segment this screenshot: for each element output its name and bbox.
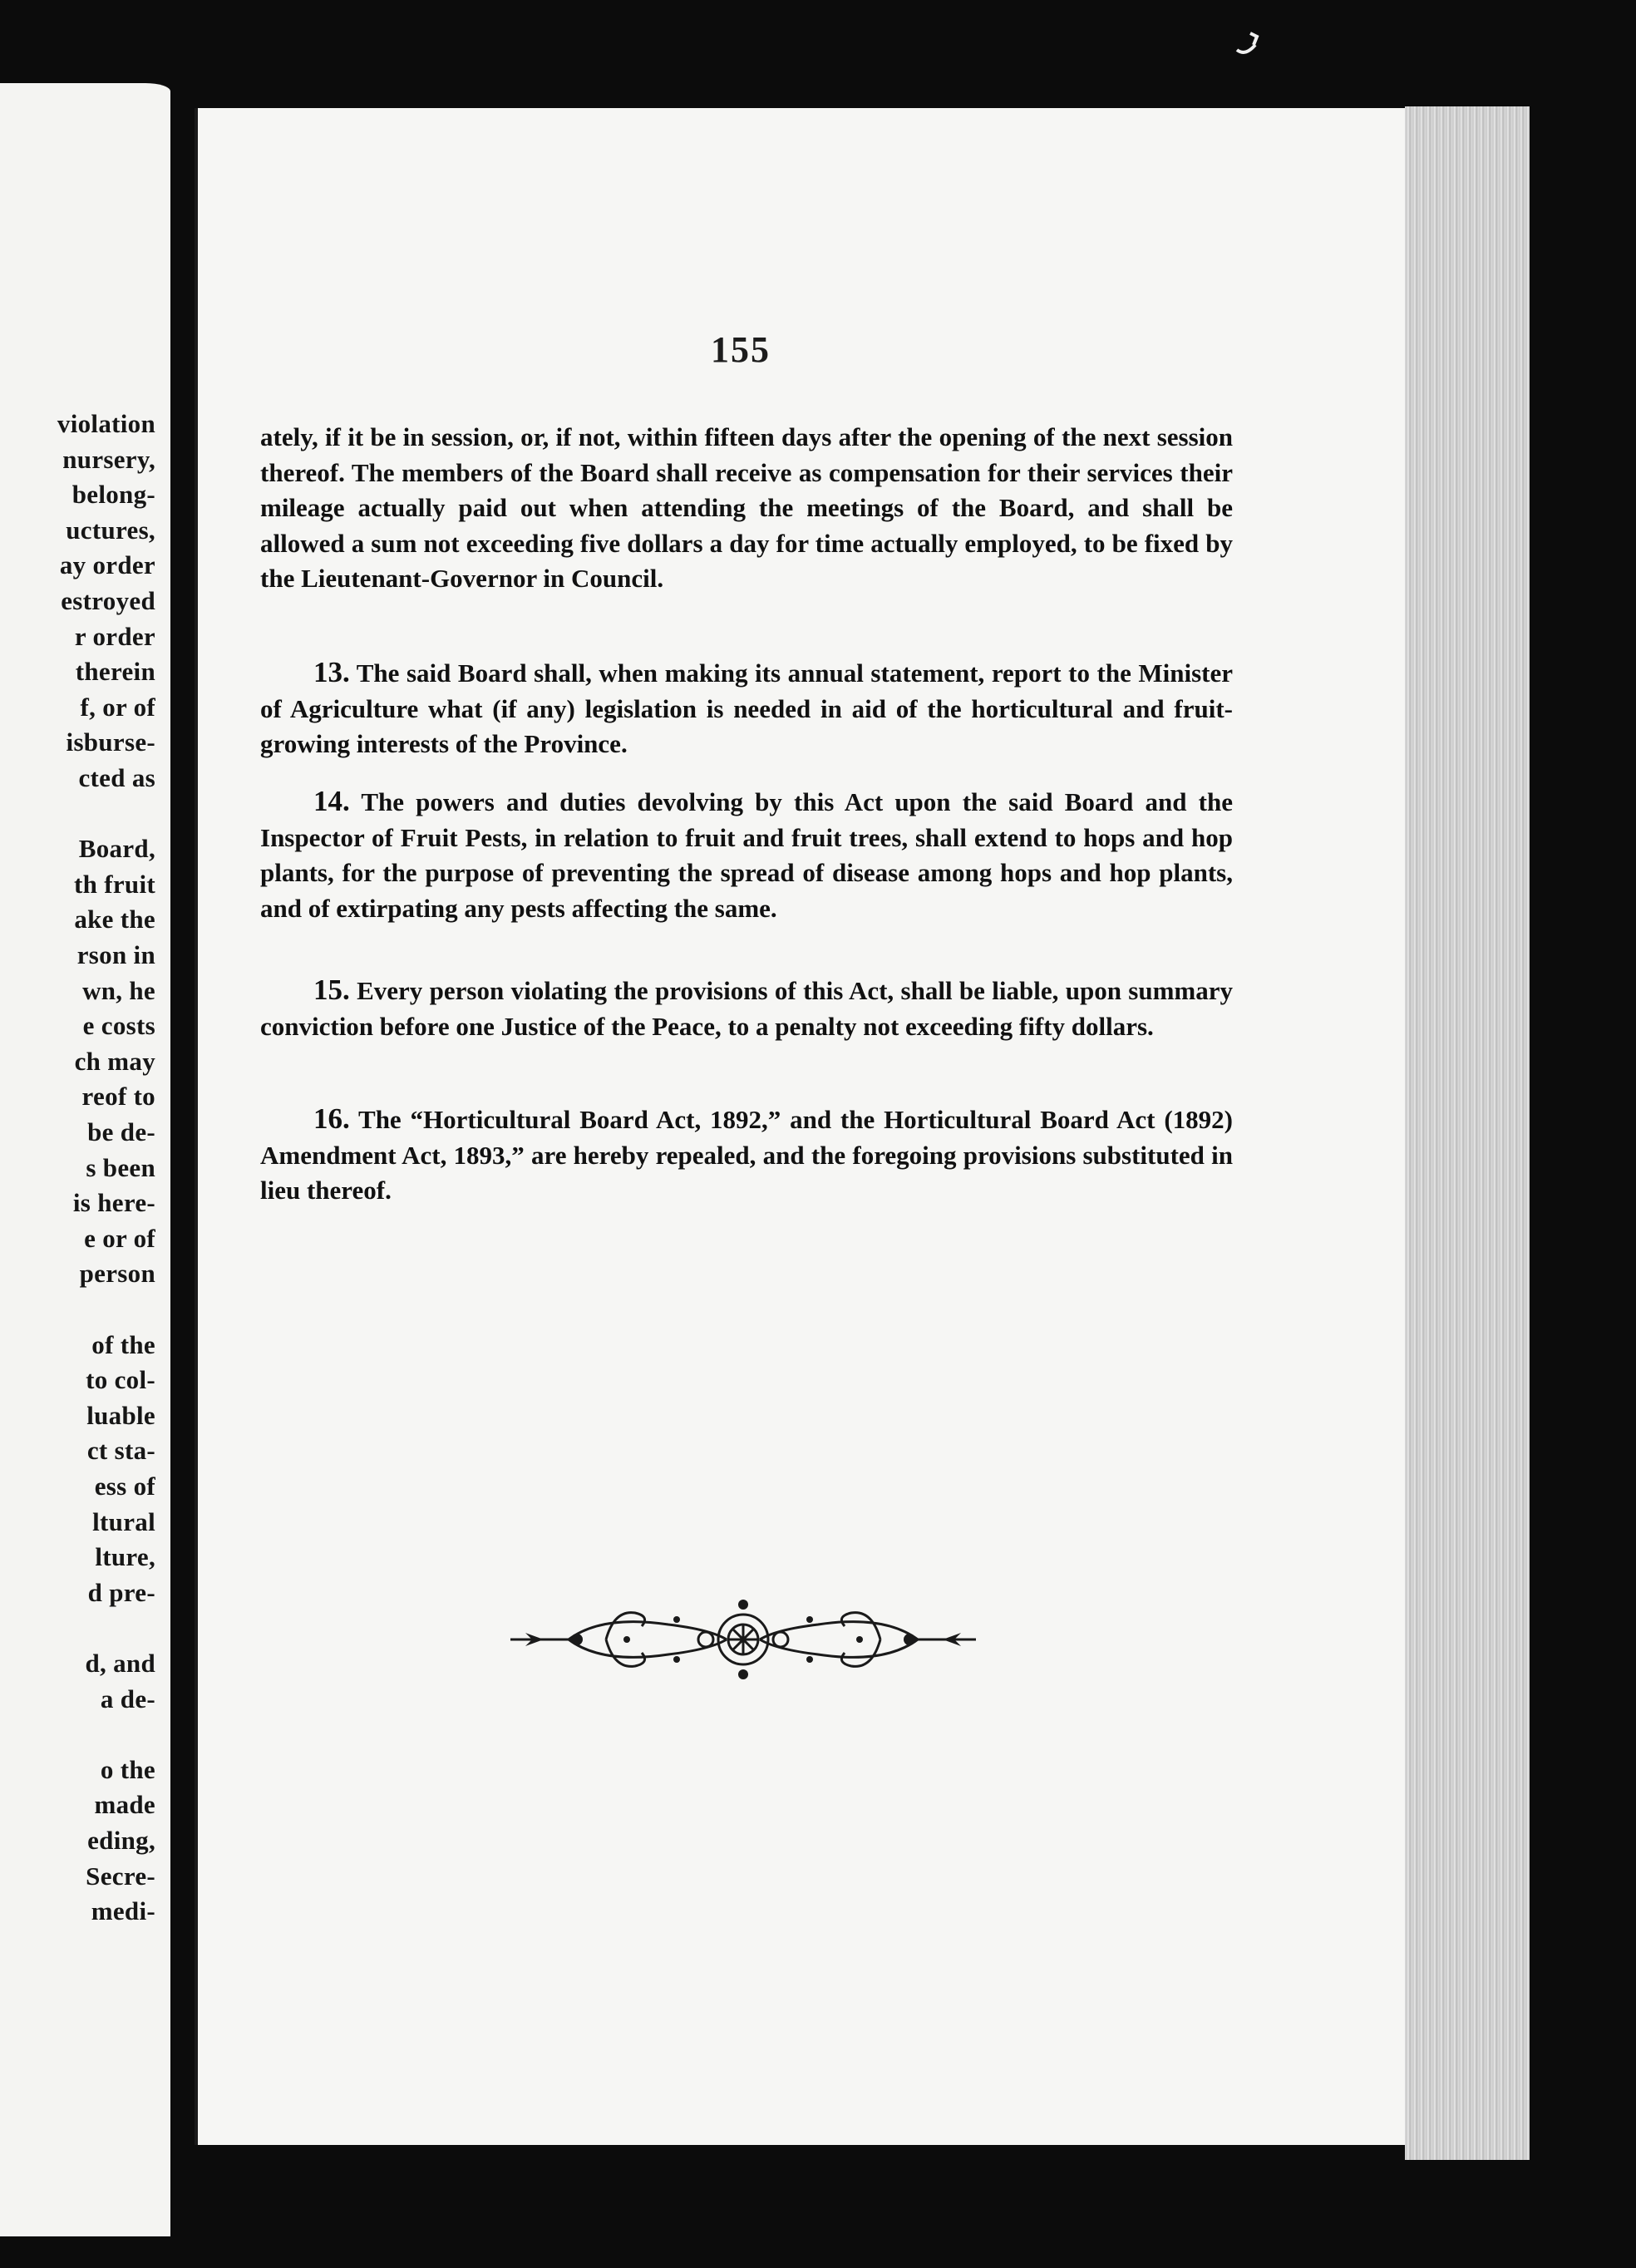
- left-page-line-fragment: person: [79, 1259, 155, 1289]
- section-number: 13.: [313, 656, 350, 688]
- left-page-line-fragment: cted as: [78, 763, 155, 792]
- left-page-line-fragment: medi-: [91, 1896, 155, 1926]
- section-text: Every person violating the provisions of this Act, shall be liable, upon summary conviction before one Justice of the Peace, to a penalty not exceeding fifty dollars.: [260, 976, 1233, 1041]
- paragraph-continuation: [260, 420, 1233, 597]
- left-page-line-fragment: ct sta-: [86, 1436, 155, 1466]
- left-page-line-fragment: therein: [75, 657, 155, 687]
- ornament-divider-icon: [510, 1588, 976, 1704]
- left-page-line-fragment: belong-: [71, 480, 155, 510]
- left-page-line-fragment: ake the: [74, 905, 155, 934]
- section-text: The powers and duties devolving by this Act upon the said Board and the Inspector of Fruit Pests, in relation to fruit and fruit trees, shall extend to hops and hop plants, for the purpose of preventing the spread of disease among hops and hop plants, and of extirpating any pests affecting the same.: [260, 787, 1233, 923]
- left-page-line-fragment: of the: [91, 1329, 155, 1359]
- left-page-line-fragment: s been: [86, 1152, 155, 1182]
- left-page-line-fragment: r order: [74, 621, 155, 651]
- section-number: 15.: [313, 974, 350, 1006]
- left-page-line-fragment: reof to: [81, 1082, 155, 1112]
- left-page-line-fragment: rson in: [76, 940, 155, 969]
- left-page-line-fragment: ch may: [74, 1046, 155, 1076]
- left-page-line-fragment: a de-: [100, 1684, 155, 1713]
- left-page-line-fragment: f, or of: [80, 692, 155, 722]
- left-page-line-fragment: wn, he: [82, 975, 155, 1005]
- left-page-line-fragment: e or of: [84, 1223, 155, 1253]
- section-number: 14.: [313, 785, 350, 817]
- left-page-line-fragment: to col-: [86, 1365, 155, 1395]
- section-text: The “Horticultural Board Act, 1892,” and the Horticultural Board Act (1892) Amendment Act, 1893,” are hereby repealed, and the foregoing provisions substituted in lieu thereof.: [260, 1105, 1233, 1205]
- left-page-line-fragment: Board,: [78, 834, 155, 864]
- left-page-line-fragment: estroyed: [61, 586, 155, 615]
- left-page-line-fragment: Secre-: [86, 1861, 155, 1891]
- left-page-line-fragment: o the: [100, 1754, 155, 1784]
- left-page-line-fragment: d, and: [85, 1649, 155, 1678]
- left-page-line-fragment: ltural: [92, 1506, 155, 1536]
- left-page-line-fragment: is here-: [72, 1188, 155, 1218]
- page-number: 155: [711, 329, 771, 370]
- left-page-line-fragment: made: [94, 1790, 155, 1820]
- left-page-line-fragment: isburse-: [66, 727, 155, 757]
- section-14: [260, 784, 1233, 926]
- page-edges: [1405, 106, 1530, 2160]
- paragraph-text: ately, if it be in session, or, if not, within fifteen days after the opening of the next session thereof. The members of the Board shall receive as compensation for their services their mileage actually paid out when attending the meetings of the Board, and shall be allowed a sum not exceeding five dollars a day for time actually employed, to be fixed by the Lieutenant-Governor in Council.: [260, 422, 1233, 593]
- section-13: [260, 655, 1233, 762]
- left-page-line-fragment: eding,: [87, 1826, 155, 1855]
- section-15: [260, 973, 1233, 1044]
- left-page-line-fragment: violation: [57, 409, 155, 438]
- section-number: 16.: [313, 1102, 350, 1135]
- left-page-line-fragment: nursery,: [62, 444, 155, 474]
- left-page-line-fragment: e costs: [82, 1011, 155, 1041]
- left-page-line-fragment: ess of: [94, 1472, 155, 1501]
- scan-mark: [1230, 25, 1264, 62]
- left-page-line-fragment: uctures,: [66, 515, 155, 545]
- left-page-line-fragment: be de-: [87, 1117, 155, 1146]
- left-page-line-fragment: ay order: [59, 550, 155, 580]
- section-16: [260, 1102, 1233, 1209]
- left-page-line-fragment: luable: [86, 1400, 155, 1430]
- left-page-line-fragment: lture,: [95, 1542, 155, 1572]
- section-text: The said Board shall, when making its annual statement, report to the Minister of Agriculture what (if any) legislation is needed in aid of the horticultural and fruit-growing interests of the Province.: [260, 658, 1233, 758]
- left-page-line-fragment: th fruit: [74, 869, 155, 899]
- left-page-line-fragment: d pre-: [87, 1577, 155, 1607]
